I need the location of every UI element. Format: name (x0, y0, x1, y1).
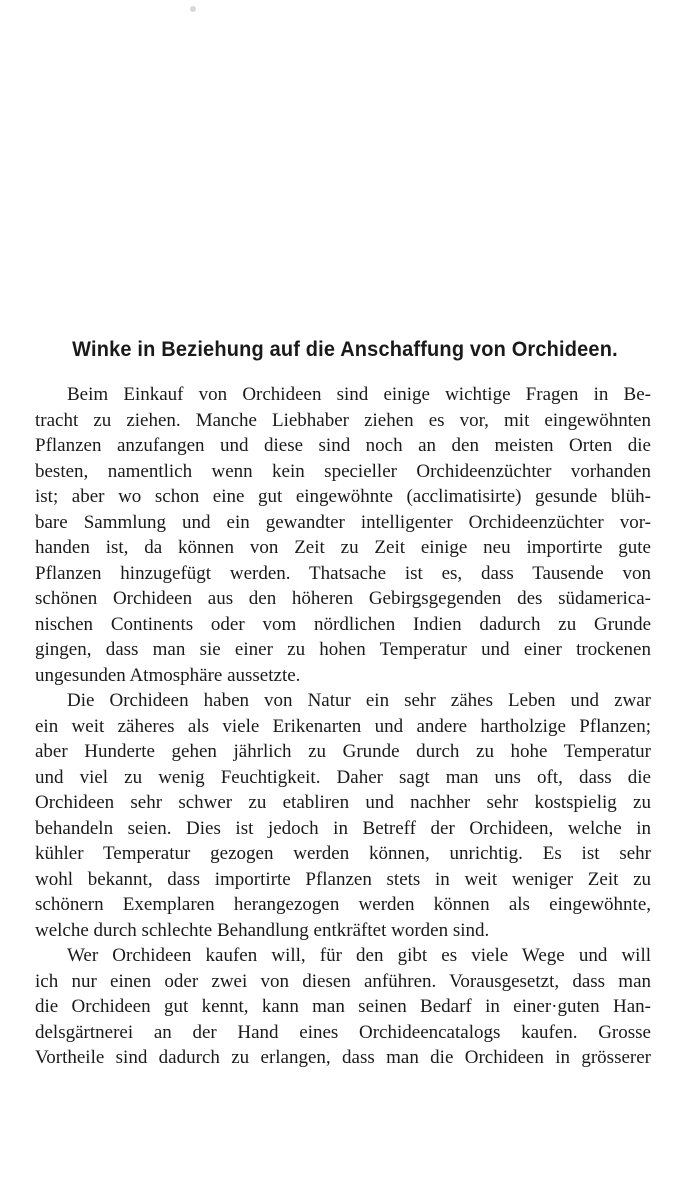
text-line: tracht zu ziehen. Manche Liebhaber ziehen es vor, mit eingewöhnten (35, 409, 651, 431)
print-speck (190, 6, 196, 12)
paragraph-3 (35, 943, 651, 1071)
text-line: Pflanzen hinzugefügt werden. Thatsache ist es, dass Tausende von (35, 562, 651, 584)
text-line: schönen Orchideen aus den höheren Gebirgsgegenden des südamerica- (35, 588, 651, 609)
text-line: kühler Temperatur gezogen werden können, unrichtig. Es ist sehr (35, 843, 651, 864)
text-line: Die Orchideen haben von Natur ein sehr zähes Leben und zwar (67, 690, 651, 711)
text-line: bare Sammlung und ein gewandter intelligenter Orchideenzüchter vor- (35, 511, 651, 533)
text-line: die Orchideen gut kennt, kann man seinen Bedarf in einer·guten Han- (35, 996, 651, 1017)
text-line: ist; aber wo schon eine gut eingewöhnte (acclimatisirte) gesunde blüh- (35, 486, 651, 507)
text-line: welche durch schlechte Behandlung entkräftet worden sind. (35, 919, 490, 941)
text-line: gingen, dass man sie einer zu hohen Temperatur und einer trockenen (35, 639, 651, 660)
text-line: ungesunden Atmosphäre aussetzte. (35, 664, 301, 686)
text-line: ein weit zäheres als viele Erikenarten und andere hartholzige Pflanzen; (35, 715, 651, 737)
text-line: handen ist, da können von Zeit zu Zeit einige neu importirte gute (35, 537, 651, 558)
text-line: Beim Einkauf von Orchideen sind einige wichtige Fragen in Be- (67, 384, 651, 405)
text-line: nischen Continents oder vom nördlichen Indien dadurch zu Grunde (35, 613, 651, 635)
paragraph-2 (35, 688, 651, 943)
text-line: behandeln seien. Dies ist jedoch in Betreff der Orchideen, welche in (35, 817, 651, 839)
text-line: und viel zu wenig Feuchtigkeit. Daher sagt man uns oft, dass die (35, 766, 651, 788)
paragraph-1 (35, 382, 651, 688)
text-line: besten, namentlich wenn kein specieller Orchideenzüchter vorhanden (35, 460, 651, 482)
text-line: delsgärtnerei an der Hand eines Orchideencatalogs kaufen. Grosse (35, 1021, 651, 1043)
text-line: Wer Orchideen kaufen will, für den gibt es viele Wege und will (67, 945, 651, 966)
text-line: ich nur einen oder zwei von diesen anführen. Vorausgesetzt, dass man (35, 970, 651, 992)
text-line: Vortheile sind dadurch zu erlangen, dass man die Orchideen in grösserer (35, 1047, 651, 1068)
text-line: Pflanzen anzufangen und diese sind noch an den meisten Orten die (35, 435, 651, 456)
section-heading: Winke in Beziehung auf die Anschaffung von Orchideen. (72, 338, 618, 361)
text-line: schönern Exemplaren herangezogen werden können als eingewöhnte, (35, 894, 651, 915)
text-line: wohl bekannt, dass importirte Pflanzen stets in weit weniger Zeit zu (35, 868, 651, 890)
text-line: aber Hunderte gehen jährlich zu Grunde durch zu hohe Temperatur (35, 741, 651, 762)
body-text (35, 382, 651, 1071)
text-line: Orchideen sehr schwer zu etabliren und nachher sehr kostspielig zu (35, 792, 651, 813)
